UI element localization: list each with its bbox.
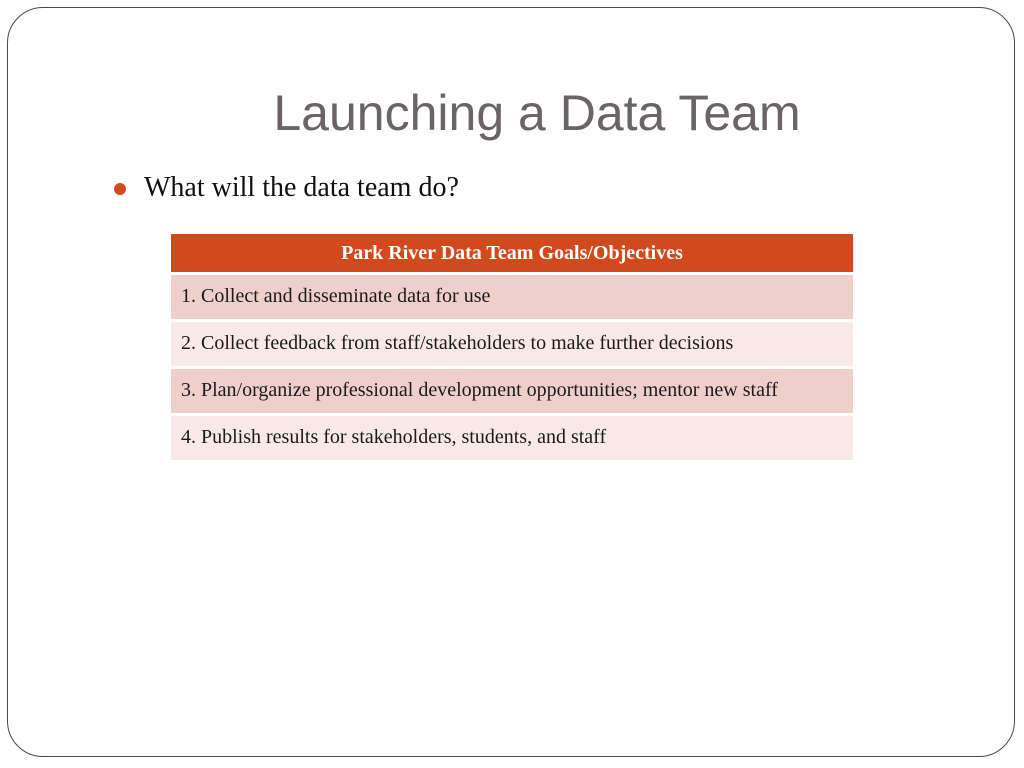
table-cell: 4. Publish results for stakeholders, students, and staff (171, 416, 853, 460)
table-row (171, 369, 853, 413)
table-row (171, 322, 853, 366)
table-row (171, 416, 853, 460)
goals-table (171, 231, 853, 463)
table-cell: 2. Collect feedback from staff/stakeholders to make further decisions (171, 322, 853, 366)
table-cell: 1. Collect and disseminate data for use (171, 275, 853, 319)
table-row (171, 275, 853, 319)
slide-title: Launching a Data Team (273, 85, 801, 141)
bullet-item (114, 172, 459, 204)
table-header: Park River Data Team Goals/Objectives (171, 234, 853, 272)
table-header-row (171, 234, 853, 272)
table-cell: 3. Plan/organize professional development opportunities; mentor new staff (171, 369, 853, 413)
bullet-text: What will the data team do? (144, 172, 459, 203)
bullet-dot-icon (114, 183, 126, 195)
